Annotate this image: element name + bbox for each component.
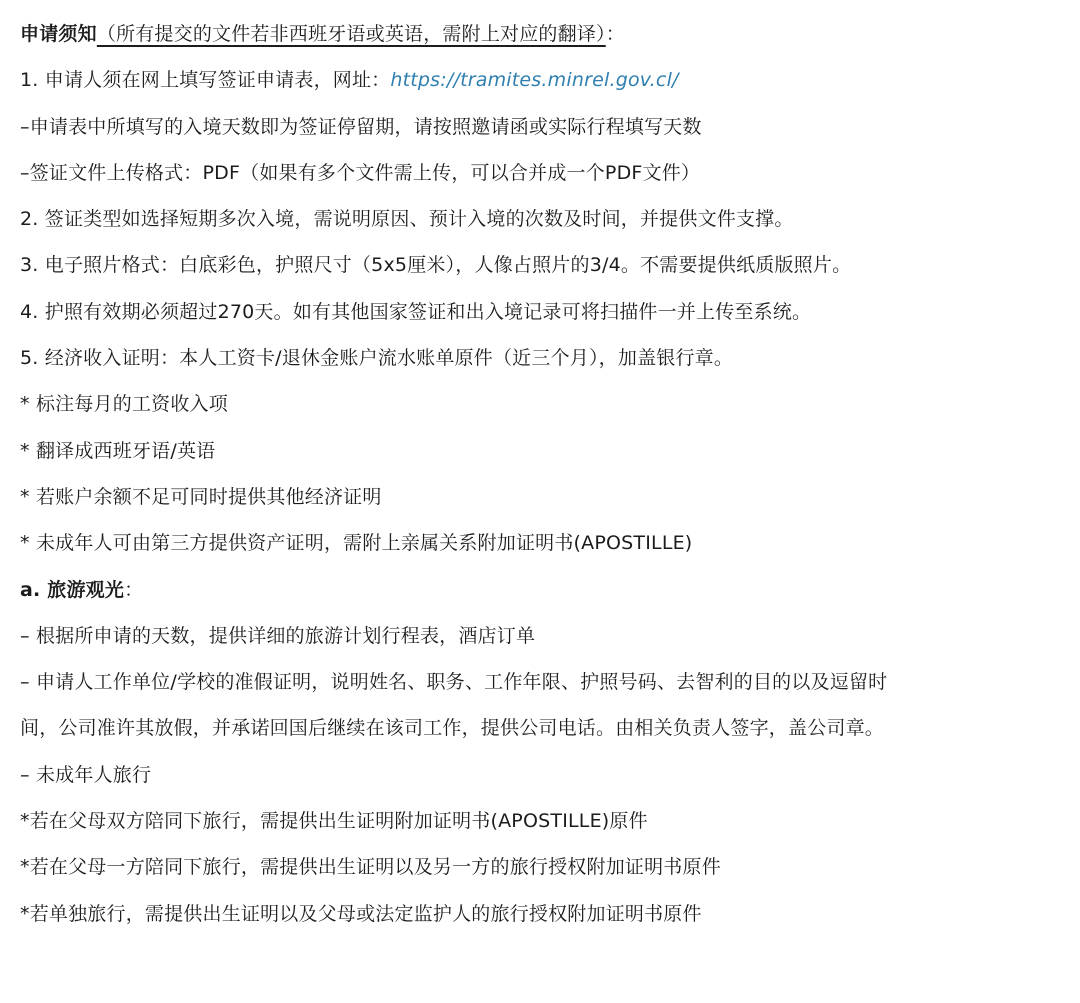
- item-2: 2. 签证类型如选择短期多次入境，需说明原因、预计入境的次数及时间，并提供文件支撑。: [20, 208, 794, 231]
- tourism-leave-certificate: – 申请人工作单位/学校的准假证明，说明姓名、职务、工作年限、护照号码、去智利的目的以及逗留时间，公司准许其放假，并承诺回国后继续在该司工作，提供公司电话。由相关负责人签字，盖公司章。: [20, 671, 888, 740]
- tourism-minor-alone: *若单独旅行，需提供出生证明以及父母或法定监护人的旅行授权附加证明书原件: [20, 902, 702, 925]
- application-url-link[interactable]: https://tramites.minrel.gov.cl/: [390, 69, 679, 92]
- tourism-heading: a. 旅游观光: [20, 578, 125, 601]
- item-5-note-4: * 未成年人可由第三方提供资产证明，需附上亲属关系附加证明书(APOSTILLE): [20, 532, 693, 555]
- item-1-note-1: –申请表中所填写的入境天数即为签证停留期，请按照邀请函或实际行程填写天数: [20, 115, 702, 138]
- visa-requirements-document: [20, 0, 1060, 937]
- item-1-note-2: –签证文件上传格式：PDF（如果有多个文件需上传，可以合并成一个PDF文件）: [20, 161, 701, 184]
- tourism-itinerary: – 根据所申请的天数，提供详细的旅游计划行程表，酒店订单: [20, 624, 536, 647]
- item-1-text: 1. 申请人须在网上填写签证申请表，网址：: [20, 69, 391, 92]
- item-1: [20, 57, 1060, 103]
- item-5-note-1: * 标注每月的工资收入项: [20, 393, 228, 416]
- tourism-minor-travel: – 未成年人旅行: [20, 763, 152, 786]
- notice-subtitle: （所有提交的文件若非西班牙语或英语，需附上对应的翻译）: [96, 23, 606, 45]
- item-3: 3. 电子照片格式：白底彩色，护照尺寸（5x5厘米），人像占照片的3/4。不需要提供纸质版照片。: [20, 254, 852, 277]
- item-5-note-3: * 若账户余额不足可同时提供其他经济证明: [20, 485, 382, 508]
- item-4: 4. 护照有效期必须超过270天。如有其他国家签证和出入境记录可将扫描件一并上传至系统。: [20, 300, 812, 323]
- tourism-minor-one-parent: *若在父母一方陪同下旅行，需提供出生证明以及另一方的旅行授权附加证明书原件: [20, 856, 721, 879]
- item-5: 5. 经济收入证明：本人工资卡/退休金账户流水账单原件（近三个月），加盖银行章。: [20, 347, 734, 370]
- item-5-note-2: * 翻译成西班牙语/英语: [20, 439, 216, 462]
- notice-heading-line: [20, 11, 1060, 57]
- tourism-minor-both-parents: *若在父母双方陪同下旅行，需提供出生证明附加证明书(APOSTILLE)原件: [20, 810, 648, 833]
- tourism-heading-suffix: ：: [124, 578, 144, 601]
- notice-suffix: ：: [605, 23, 625, 45]
- notice-title: 申请须知: [20, 23, 97, 45]
- tourism-heading-line: [20, 567, 1060, 613]
